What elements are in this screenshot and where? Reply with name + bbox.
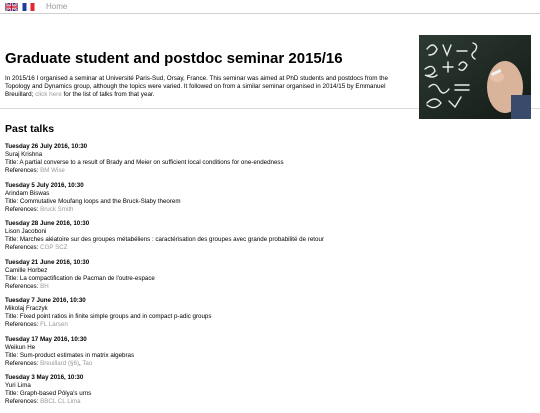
top-nav-bar: [0, 0, 540, 14]
references-label: References:: [5, 398, 39, 405]
reference-link[interactable]: SCZ: [55, 244, 68, 251]
references-label: References:: [5, 205, 39, 213]
talk-entry: [5, 182, 530, 221]
reference-link[interactable]: BBCL: [40, 398, 57, 405]
france-flag-icon[interactable]: [22, 3, 35, 11]
talk-entry: [5, 297, 530, 336]
chalkboard-image: [419, 35, 531, 119]
reference-link[interactable]: CGP: [40, 244, 54, 251]
uk-flag-icon[interactable]: [5, 3, 18, 11]
page-header: [0, 14, 540, 109]
talk-entry: [5, 143, 530, 182]
talk-date: Tuesday 7 June 2016, 10:30: [5, 297, 86, 304]
talk-speaker: Lison Jacoboni: [5, 228, 47, 235]
talk-references: [5, 167, 530, 175]
talk-date: Tuesday 21 June 2016, 10:30: [5, 258, 90, 266]
reference-link[interactable]: BM: [40, 167, 50, 174]
previous-seminar-link[interactable]: click here: [35, 91, 62, 98]
reference-link[interactable]: Tao: [82, 359, 93, 367]
talk-speaker: Arindam Biswas: [5, 189, 50, 197]
references-label: References:: [5, 167, 39, 174]
talk-date: Tuesday 5 July 2016, 10:30: [5, 181, 84, 189]
talk-entry: [5, 374, 530, 413]
talk-title: Title: Sum-product estimates in matrix algebras: [5, 351, 135, 359]
talk-references: References: Breuillard (§6), Tao: [5, 359, 93, 367]
reference-link[interactable]: Smith: [57, 205, 74, 213]
reference-link[interactable]: CL: [57, 398, 66, 405]
talk-entry: [5, 220, 530, 259]
talk-title: Title: La compactification de Pacman de l'outre-espace: [5, 274, 155, 282]
talk-date: Tuesday 17 May 2016, 10:30: [5, 335, 87, 343]
home-link[interactable]: Home: [46, 2, 68, 11]
intro-suffix: for the list of talks from that year.: [63, 91, 155, 98]
talk-title: Title: Commutative Moufang loops and the Bruck-Slaby theorem: [5, 197, 181, 205]
reference-link[interactable]: Breuillard (§6): [40, 359, 79, 367]
talk-references: [5, 283, 530, 291]
talk-list: [5, 143, 530, 413]
talk-speaker: Weikun He: [5, 343, 36, 351]
talk-title: Title: Graph-based Pólya's urns: [5, 390, 92, 397]
reference-link[interactable]: Larsen: [48, 321, 68, 328]
reference-link[interactable]: Wise: [51, 167, 65, 174]
talk-entry: [5, 336, 530, 375]
talk-title: Title: Fixed point ratios in finite simple groups and in compact p-adic groups: [5, 313, 212, 320]
reference-link[interactable]: FL: [40, 321, 48, 328]
talk-references: [5, 321, 530, 329]
intro-text: In 2015/16 I organised a seminar at Université Paris-Sud, Orsay, France. This seminar was aimed at PhD students and postdocs from the Topology and Dynamics group, although the topics were varied. It followed on from a similar seminar organised in 2014/15 by Emmanuel Breuillard;: [5, 75, 389, 98]
talk-date: Tuesday 3 May 2016, 10:30: [5, 374, 84, 381]
talk-title: Title: Marches aléatoire sur des groupes métabéliens : caractérisation des groupes avec grande probabilité de retour: [5, 236, 324, 243]
references-label: References:: [5, 321, 39, 328]
talk-speaker: Camille Horbez: [5, 266, 48, 274]
reference-link[interactable]: Bruck: [40, 205, 56, 213]
section-heading: Past talks: [5, 123, 55, 135]
page-title: Graduate student and postdoc seminar 2015/16: [5, 50, 343, 67]
talk-title: Title: A partial converse to a result of Brady and Meier on sufficient local conditions for one-endedness: [5, 159, 284, 166]
intro-paragraph: [5, 75, 413, 99]
talk-date: Tuesday 28 June 2016, 10:30: [5, 220, 90, 227]
references-label: References:: [5, 244, 39, 251]
talk-date: Tuesday 26 July 2016, 10:30: [5, 143, 88, 150]
reference-link[interactable]: BH: [40, 282, 49, 290]
references-label: References:: [5, 282, 39, 290]
talk-references: [5, 244, 530, 252]
reference-link[interactable]: Lima: [67, 398, 81, 405]
talk-speaker: Mikolaj Fraczyk: [5, 305, 48, 312]
talk-speaker: Yuri Lima: [5, 382, 31, 389]
references-label: References:: [5, 359, 39, 367]
talk-speaker: Suraj Krishna: [5, 151, 43, 158]
talk-references: [5, 206, 530, 214]
talk-entry: [5, 259, 530, 298]
